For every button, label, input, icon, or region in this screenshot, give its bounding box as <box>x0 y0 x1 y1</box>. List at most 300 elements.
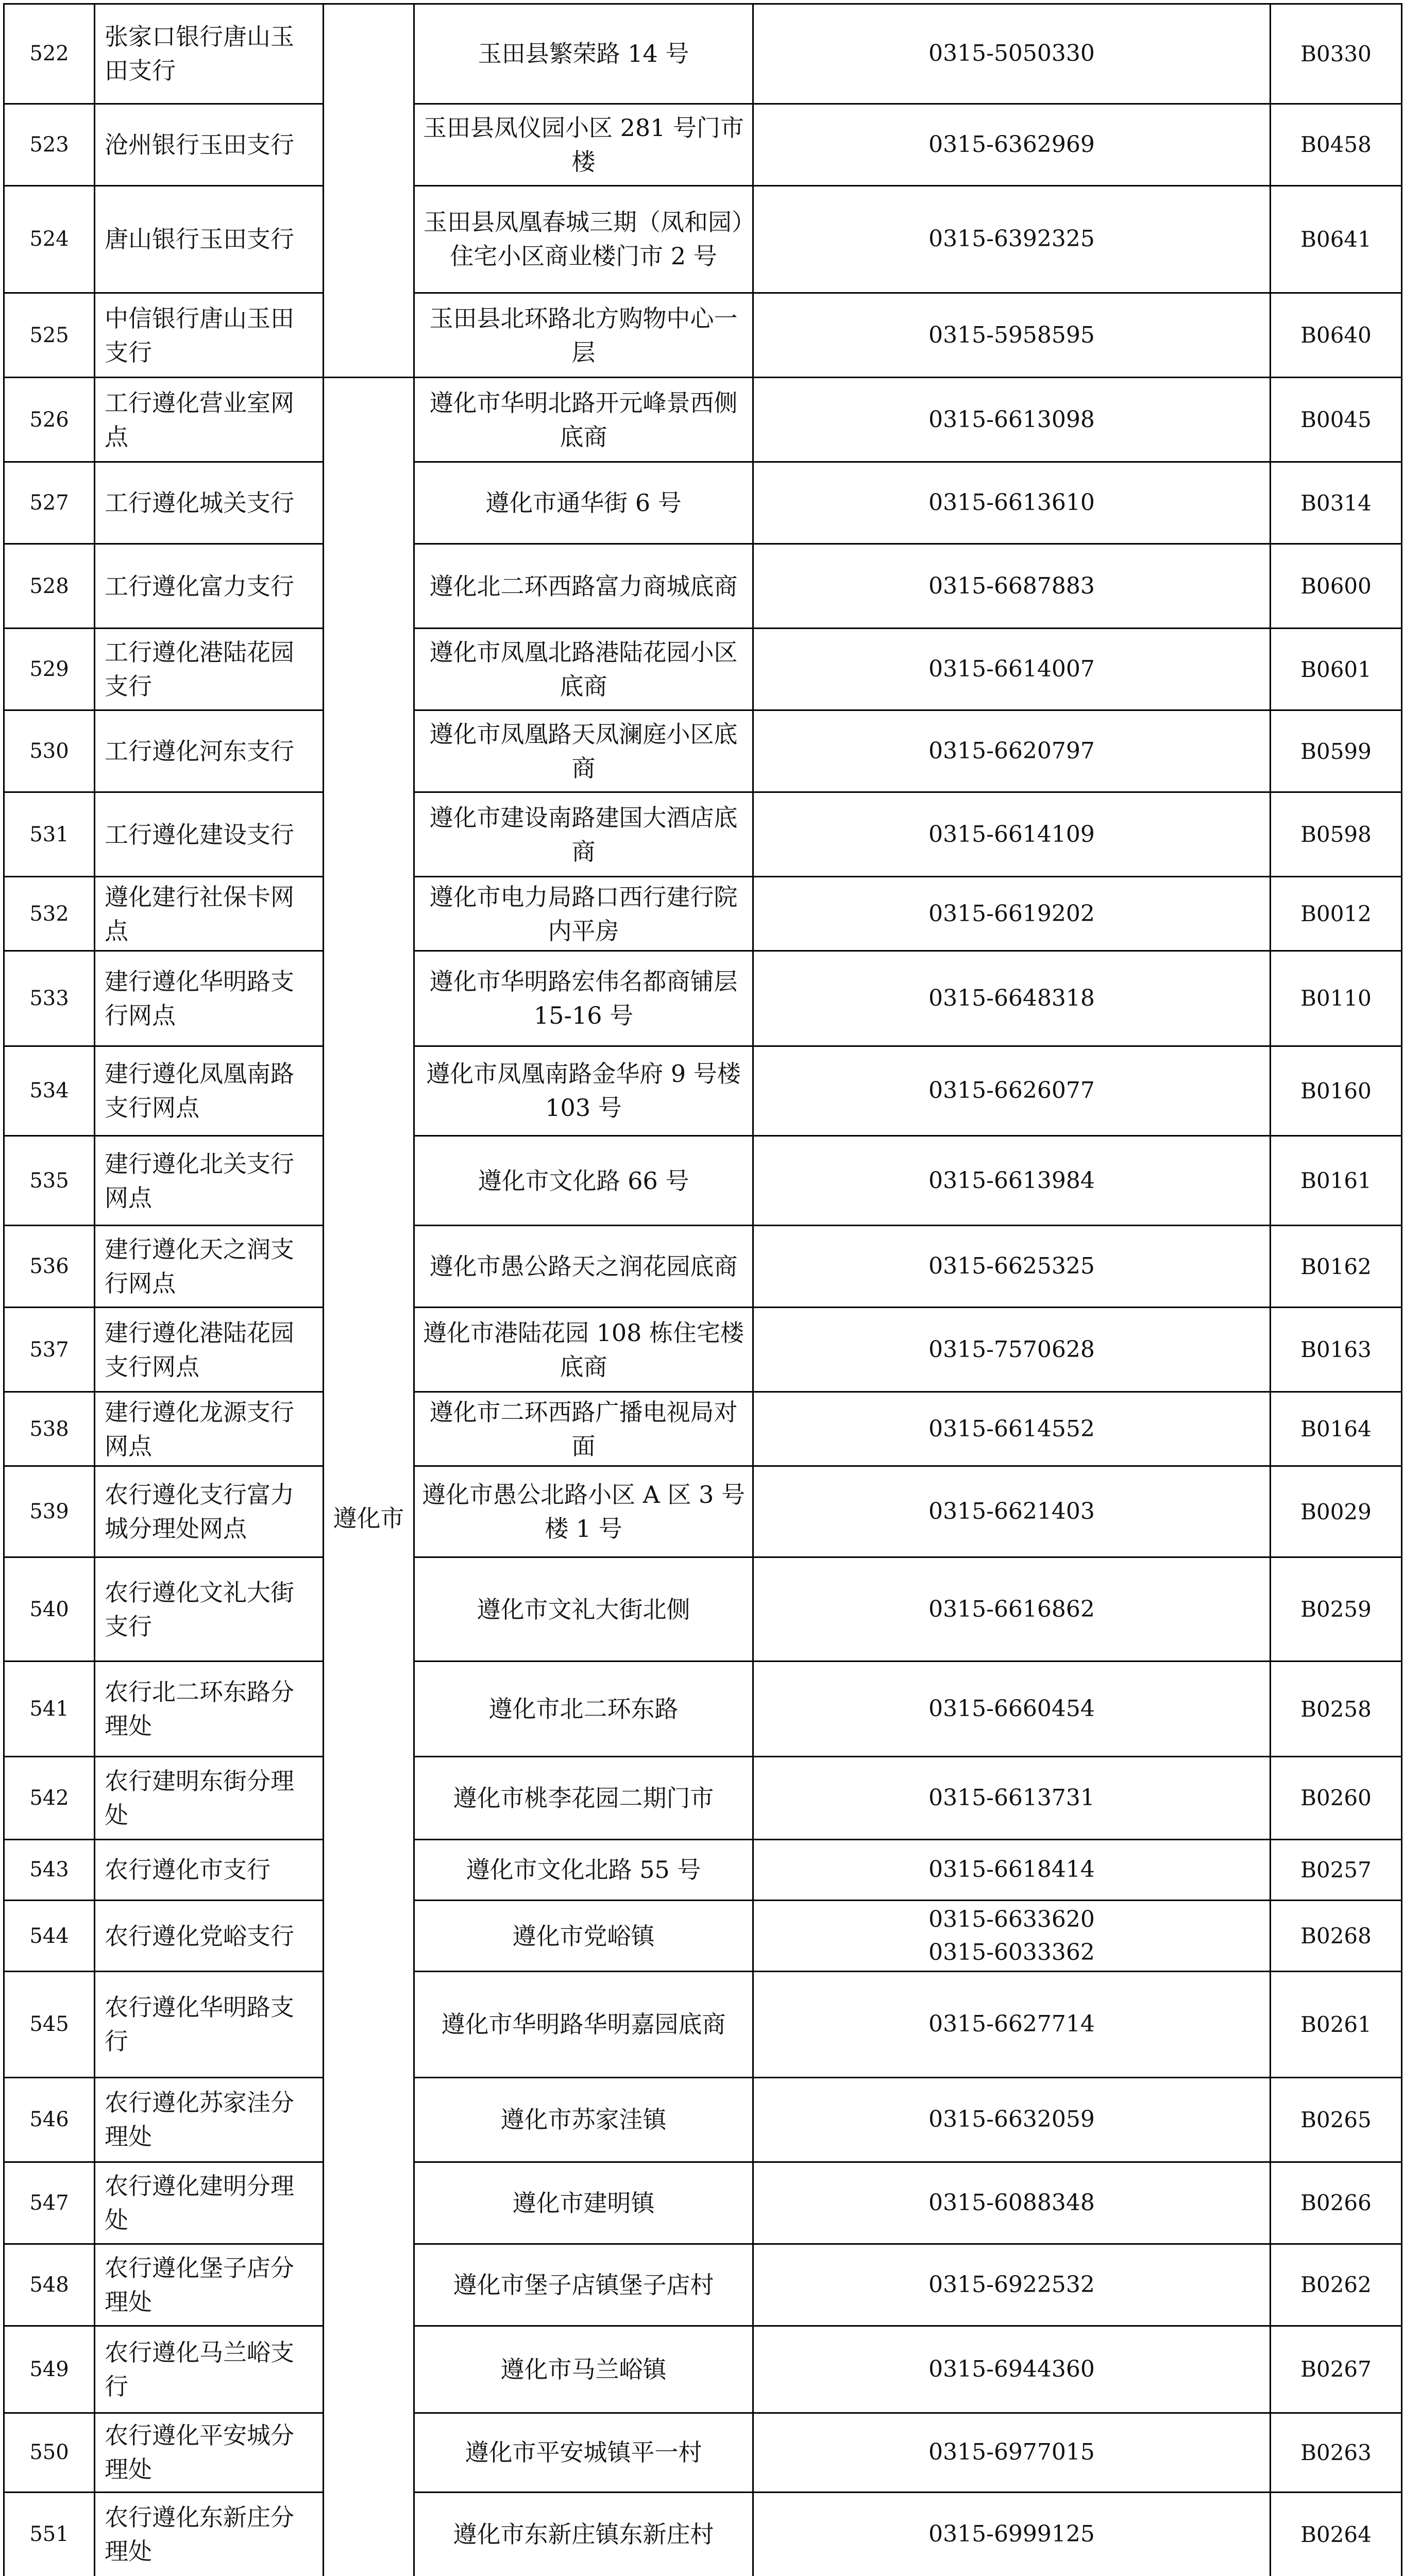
branch-address <box>414 1226 753 1308</box>
row-number-text: 526 <box>29 408 69 432</box>
row-number <box>4 1756 95 1839</box>
phone-number: 0315-6088348 <box>928 2189 1095 2216</box>
branch-name <box>95 378 324 462</box>
branch-name-text: 工行遵化城关支行 <box>105 489 294 517</box>
branch-address-text: 遵化市通华街 6 号 <box>485 489 682 517</box>
row-number <box>4 2244 95 2326</box>
phone-number: 0315-6614109 <box>928 821 1095 848</box>
branch-code <box>1271 185 1402 293</box>
branch-address <box>414 1662 753 1757</box>
row-number <box>4 2162 95 2244</box>
branch-address-text: 遵化市北二环东路 <box>488 1695 679 1723</box>
branch-phone <box>753 951 1271 1046</box>
branch-phone <box>753 1226 1271 1308</box>
table-row <box>4 2244 1402 2326</box>
row-number-text: 529 <box>29 657 69 682</box>
branch-address <box>414 877 753 951</box>
branch-phone <box>753 462 1271 544</box>
phone-number: 0315-6620797 <box>928 738 1095 765</box>
branch-name <box>95 1900 324 1971</box>
table-body <box>4 4 1402 2576</box>
row-number-text: 536 <box>29 1255 69 1279</box>
branch-address <box>414 792 753 877</box>
branch-address-text: 遵化市华明路宏伟名都商铺层 15-16 号 <box>429 967 738 1029</box>
branch-code-text: B0164 <box>1300 1416 1372 1442</box>
branch-address-text: 玉田县凤凰春城三期（凤和园）住宅小区商业楼门市 2 号 <box>424 208 743 270</box>
branch-address <box>414 4 753 104</box>
row-number <box>4 2413 95 2492</box>
table-row <box>4 293 1402 378</box>
phone-number: 0315-6613984 <box>928 1167 1095 1194</box>
branch-phone <box>753 378 1271 462</box>
row-number <box>4 1557 95 1662</box>
branch-code <box>1271 1557 1402 1662</box>
branch-address <box>414 1046 753 1136</box>
branch-code <box>1271 2326 1402 2413</box>
table-row <box>4 877 1402 951</box>
branch-address <box>414 185 753 293</box>
row-number-text: 527 <box>29 491 69 515</box>
branch-phone <box>753 792 1271 877</box>
branch-code-text: B0110 <box>1300 986 1372 1011</box>
branch-code-text: B0458 <box>1300 132 1372 158</box>
phone-number: 0315-6619202 <box>928 900 1095 927</box>
branch-address <box>414 2244 753 2326</box>
branch-address <box>414 1557 753 1662</box>
branch-phone <box>753 1972 1271 2077</box>
branch-address <box>414 544 753 629</box>
branch-code-text: B0029 <box>1300 1499 1372 1524</box>
row-number <box>4 104 95 185</box>
table-row <box>4 462 1402 544</box>
branch-address-text: 遵化市文化北路 55 号 <box>466 1856 701 1884</box>
branch-code <box>1271 462 1402 544</box>
row-number-text: 543 <box>29 1858 69 1882</box>
branch-phone <box>753 2162 1271 2244</box>
branch-phone <box>753 1557 1271 1662</box>
branch-phone <box>753 2492 1271 2576</box>
branch-address <box>414 1392 753 1466</box>
phone-number: 0315-6613610 <box>928 489 1095 516</box>
table-row <box>4 1662 1402 1757</box>
phone-number: 0315-6613731 <box>928 1784 1095 1811</box>
branch-code <box>1271 1466 1402 1557</box>
city-cell <box>324 378 414 2576</box>
branch-address-text: 遵化市文礼大街北侧 <box>477 1595 690 1623</box>
row-number <box>4 4 95 104</box>
branch-code <box>1271 4 1402 104</box>
branch-phone <box>753 2326 1271 2413</box>
branch-address <box>414 629 753 710</box>
row-number-text: 537 <box>29 1337 69 1362</box>
branch-phone <box>753 1466 1271 1557</box>
table-row <box>4 1392 1402 1466</box>
phone-number: 0315-6944360 <box>928 2355 1095 2382</box>
branch-name-text: 农行遵化支行富力城分理处网点 <box>105 1481 294 1543</box>
phone-number: 0315-6614007 <box>928 656 1095 683</box>
row-number <box>4 544 95 629</box>
row-number <box>4 951 95 1046</box>
row-number-text: 530 <box>29 739 69 764</box>
branch-phone <box>753 4 1271 104</box>
bank-branch-table <box>3 3 1402 2576</box>
branch-address-text: 遵化市华明北路开元峰景西侧底商 <box>429 388 738 451</box>
branch-code <box>1271 1392 1402 1466</box>
table-row <box>4 1900 1402 1971</box>
branch-code <box>1271 1972 1402 2077</box>
branch-code <box>1271 293 1402 378</box>
branch-name-text: 建行遵化华明路支行网点 <box>105 967 294 1029</box>
row-number-text: 533 <box>29 986 69 1010</box>
table-row <box>4 2162 1402 2244</box>
branch-code <box>1271 1308 1402 1392</box>
branch-name <box>95 877 324 951</box>
branch-code-text: B0261 <box>1300 2011 1372 2037</box>
branch-address <box>414 951 753 1046</box>
branch-address <box>414 1840 753 1901</box>
phone-number: 0315-6922532 <box>928 2271 1095 2298</box>
branch-name <box>95 104 324 185</box>
branch-code-text: B0264 <box>1300 2521 1372 2547</box>
branch-code-text: B0163 <box>1300 1337 1372 1363</box>
branch-name-text: 农行遵化平安城分理处 <box>105 2421 294 2484</box>
table-row <box>4 2077 1402 2162</box>
branch-address-text: 遵化市马兰峪镇 <box>500 2355 667 2383</box>
branch-address <box>414 1900 753 1971</box>
row-number-text: 522 <box>29 42 69 66</box>
branch-name <box>95 2244 324 2326</box>
branch-name <box>95 293 324 378</box>
phone-number: 0315-6687883 <box>928 572 1095 599</box>
branch-name-text: 农行遵化党峪支行 <box>105 1922 294 1950</box>
branch-code <box>1271 1900 1402 1971</box>
row-number-text: 551 <box>29 2522 69 2547</box>
table-row <box>4 185 1402 293</box>
branch-address-text: 遵化市港陆花园 108 栋住宅楼底商 <box>422 1318 745 1381</box>
branch-name-text: 农行遵化东新庄分理处 <box>105 2503 294 2566</box>
branch-address-text: 遵化北二环西路富力商城底商 <box>429 572 738 600</box>
branch-name <box>95 1557 324 1662</box>
branch-phone <box>753 2244 1271 2326</box>
row-number-text: 524 <box>29 227 69 251</box>
branch-name-text: 农行建明东街分理处 <box>105 1767 294 1829</box>
row-number <box>4 462 95 544</box>
branch-name <box>95 4 324 104</box>
table-row <box>4 951 1402 1046</box>
phone-number: 0315-6626077 <box>928 1077 1095 1104</box>
branch-address <box>414 2326 753 2413</box>
branch-address <box>414 1466 753 1557</box>
branch-phone <box>753 1392 1271 1466</box>
branch-code <box>1271 877 1402 951</box>
row-number <box>4 629 95 710</box>
branch-address <box>414 1308 753 1392</box>
branch-phone <box>753 1046 1271 1136</box>
branch-name-text: 张家口银行唐山玉田支行 <box>105 23 294 85</box>
branch-name-text: 遵化建行社保卡网点 <box>105 883 294 945</box>
branch-name-text: 农行遵化苏家洼分理处 <box>105 2089 294 2151</box>
branch-code-text: B0640 <box>1300 323 1372 348</box>
branch-name <box>95 1466 324 1557</box>
branch-code-text: B0599 <box>1300 738 1372 764</box>
table-row <box>4 544 1402 629</box>
branch-name <box>95 1662 324 1757</box>
row-number <box>4 1840 95 1901</box>
branch-code-text: B0263 <box>1300 2439 1372 2465</box>
phone-number: 0315-6614552 <box>928 1415 1095 1442</box>
branch-code-text: B0161 <box>1300 1168 1372 1194</box>
branch-code <box>1271 1756 1402 1839</box>
table-row <box>4 1972 1402 2077</box>
table-row <box>4 629 1402 710</box>
branch-name <box>95 462 324 544</box>
branch-address-text: 遵化市堡子店镇堡子店村 <box>453 2270 714 2299</box>
row-number-text: 545 <box>29 2012 69 2037</box>
branch-name-text: 农行遵化市支行 <box>105 1856 270 1884</box>
branch-name-text: 建行遵化北关支行网点 <box>105 1149 294 1212</box>
row-number-text: 538 <box>29 1417 69 1441</box>
table-row <box>4 1046 1402 1136</box>
branch-name-text: 建行遵化龙源支行网点 <box>105 1398 294 1460</box>
branch-name <box>95 2413 324 2492</box>
table-row <box>4 2492 1402 2576</box>
branch-code <box>1271 544 1402 629</box>
row-number <box>4 1662 95 1757</box>
branch-address-text: 遵化市电力局路口西行建行院内平房 <box>429 883 738 945</box>
branch-code-text: B0257 <box>1300 1857 1372 1883</box>
branch-phone <box>753 629 1271 710</box>
branch-address-text: 遵化市二环西路广播电视局对面 <box>429 1398 738 1460</box>
table-row <box>4 1466 1402 1557</box>
row-number <box>4 1136 95 1225</box>
phone-number: 0315-6660454 <box>928 1696 1095 1722</box>
phone-number: 0315-7570628 <box>928 1336 1095 1363</box>
branch-code <box>1271 1840 1402 1901</box>
branch-name <box>95 1136 324 1225</box>
branch-code-text: B0641 <box>1300 226 1372 252</box>
row-number-text: 528 <box>29 574 69 598</box>
branch-phone <box>753 185 1271 293</box>
branch-code <box>1271 2244 1402 2326</box>
branch-code-text: B0012 <box>1300 901 1372 927</box>
branch-name <box>95 1840 324 1901</box>
branch-phone <box>753 1900 1271 1971</box>
row-number-text: 541 <box>29 1697 69 1721</box>
row-number-text: 542 <box>29 1786 69 1810</box>
phone-number: 0315-6999125 <box>928 2521 1095 2548</box>
branch-name-text: 工行遵化河东支行 <box>105 737 294 766</box>
branch-name-text: 农行遵化华明路支行 <box>105 1993 294 2056</box>
branch-code-text: B0268 <box>1300 1923 1372 1949</box>
phone-number: 0315-6613098 <box>928 406 1095 433</box>
branch-code <box>1271 1662 1402 1757</box>
table-row <box>4 4 1402 104</box>
phone-number: 0315-6621403 <box>928 1498 1095 1525</box>
branch-code-text: B0600 <box>1300 573 1372 599</box>
branch-address-text: 玉田县北环路北方购物中心一层 <box>429 304 738 366</box>
branch-name-text: 工行遵化富力支行 <box>105 572 294 600</box>
branch-phone <box>753 710 1271 792</box>
row-number-text: 550 <box>29 2441 69 2465</box>
branch-address <box>414 2162 753 2244</box>
row-number-text: 539 <box>29 1500 69 1524</box>
table-row <box>4 1840 1402 1901</box>
branch-phone <box>753 293 1271 378</box>
branch-name <box>95 2492 324 2576</box>
row-number <box>4 1308 95 1392</box>
branch-address-text: 遵化市平安城镇平一村 <box>465 2438 702 2467</box>
row-number <box>4 1466 95 1557</box>
branch-code <box>1271 1046 1402 1136</box>
branch-address-text: 遵化市凤凰北路港陆花园小区底商 <box>429 638 738 701</box>
row-number-text: 540 <box>29 1597 69 1621</box>
branch-phone <box>753 1756 1271 1839</box>
branch-code-text: B0262 <box>1300 2272 1372 2298</box>
phone-number: 0315-6633620 <box>928 1906 1095 1933</box>
row-number <box>4 792 95 877</box>
phone-number: 0315-6618414 <box>928 1856 1095 1883</box>
row-number <box>4 1392 95 1466</box>
branch-name <box>95 629 324 710</box>
branch-phone <box>753 104 1271 185</box>
row-number-text: 532 <box>29 902 69 926</box>
branch-code <box>1271 104 1402 185</box>
branch-code <box>1271 378 1402 462</box>
branch-address-text: 玉田县凤仪园小区 281 号门市楼 <box>422 113 745 176</box>
branch-phone <box>753 2413 1271 2492</box>
branch-code <box>1271 1226 1402 1308</box>
branch-phone <box>753 877 1271 951</box>
branch-address-text: 遵化市党峪镇 <box>512 1922 655 1950</box>
phone-number: 0315-6033362 <box>928 1939 1095 1965</box>
table-row <box>4 2413 1402 2492</box>
row-number-text: 547 <box>29 2191 69 2215</box>
table-row <box>4 378 1402 462</box>
branch-code-text: B0265 <box>1300 2107 1372 2132</box>
branch-name-text: 农行遵化文礼大街支行 <box>105 1578 294 1640</box>
branch-code <box>1271 1136 1402 1225</box>
branch-name-text: 建行遵化天之润支行网点 <box>105 1235 294 1298</box>
phone-number: 0315-6632059 <box>928 2106 1095 2133</box>
branch-address <box>414 2413 753 2492</box>
branch-name <box>95 1972 324 2077</box>
branch-code-text: B0267 <box>1300 2357 1372 2382</box>
branch-name <box>95 185 324 293</box>
branch-phone <box>753 1308 1271 1392</box>
branch-name-text: 沧州银行玉田支行 <box>105 130 294 159</box>
row-number <box>4 378 95 462</box>
branch-address <box>414 378 753 462</box>
phone-number: 0315-6362969 <box>928 131 1095 158</box>
row-number <box>4 1972 95 2077</box>
table-row <box>4 104 1402 185</box>
branch-name-text: 工行遵化营业室网点 <box>105 388 294 451</box>
branch-address <box>414 2492 753 2576</box>
branch-name-text: 农行遵化马兰峪支行 <box>105 2338 294 2400</box>
branch-phone <box>753 2077 1271 2162</box>
branch-phone <box>753 1662 1271 1757</box>
branch-code-text: B0601 <box>1300 656 1372 682</box>
branch-name-text: 农行遵化建明分理处 <box>105 2172 294 2234</box>
table-row <box>4 2326 1402 2413</box>
row-number <box>4 2077 95 2162</box>
branch-code-text: B0258 <box>1300 1696 1372 1722</box>
branch-address-text: 遵化市桃李花园二期门市 <box>453 1784 714 1812</box>
branch-code-text: B0598 <box>1300 822 1372 848</box>
branch-name <box>95 1308 324 1392</box>
branch-name-text: 工行遵化建设支行 <box>105 820 294 849</box>
branch-address-text: 遵化市建设南路建国大酒店底商 <box>429 803 738 866</box>
branch-name <box>95 2162 324 2244</box>
row-number <box>4 710 95 792</box>
branch-code <box>1271 2492 1402 2576</box>
branch-address-text: 遵化市凤凰路天凤澜庭小区底商 <box>429 720 738 783</box>
row-number-text: 531 <box>29 822 69 846</box>
branch-name-text: 农行遵化堡子店分理处 <box>105 2253 294 2316</box>
branch-name <box>95 2326 324 2413</box>
branch-address <box>414 462 753 544</box>
table-row <box>4 792 1402 877</box>
row-number <box>4 185 95 293</box>
branch-address-text: 遵化市华明路华明嘉园底商 <box>441 2010 726 2039</box>
branch-name <box>95 1226 324 1308</box>
row-number <box>4 2492 95 2576</box>
phone-number: 0315-6648318 <box>928 985 1095 1011</box>
branch-code <box>1271 2077 1402 2162</box>
branch-code-text: B0162 <box>1300 1253 1372 1279</box>
row-number-text: 546 <box>29 2108 69 2132</box>
branch-name-text: 建行遵化凤凰南路支行网点 <box>105 1060 294 1122</box>
branch-name <box>95 2077 324 2162</box>
table-row <box>4 1226 1402 1308</box>
branch-code <box>1271 2162 1402 2244</box>
branch-phone <box>753 544 1271 629</box>
table-row <box>4 1308 1402 1392</box>
branch-code <box>1271 629 1402 710</box>
branch-address-text: 遵化市文化路 66 号 <box>478 1166 689 1195</box>
branch-name <box>95 792 324 877</box>
row-number <box>4 1046 95 1136</box>
table-row <box>4 710 1402 792</box>
branch-address-text: 玉田县繁荣路 14 号 <box>478 40 689 68</box>
branch-code <box>1271 951 1402 1046</box>
branch-address-text: 遵化市凤凰南路金华府 9 号楼 103 号 <box>426 1060 741 1122</box>
branch-address <box>414 710 753 792</box>
city-cell-text: 遵化市 <box>333 1504 404 1532</box>
branch-name-text: 建行遵化港陆花园支行网点 <box>105 1318 294 1381</box>
branch-code <box>1271 2413 1402 2492</box>
branch-code-text: B0259 <box>1300 1597 1372 1622</box>
branch-name-text: 中信银行唐山玉田支行 <box>105 304 294 366</box>
phone-number: 0315-6627714 <box>928 2011 1095 2038</box>
branch-name-text: 农行北二环东路分理处 <box>105 1678 294 1740</box>
branch-code-text: B0260 <box>1300 1785 1372 1811</box>
phone-number: 0315-5958595 <box>928 321 1095 348</box>
branch-address <box>414 293 753 378</box>
branch-name <box>95 951 324 1046</box>
branch-code-text: B0160 <box>1300 1078 1372 1104</box>
branch-code <box>1271 710 1402 792</box>
row-number-text: 544 <box>29 1924 69 1948</box>
branch-name-text: 唐山银行玉田支行 <box>105 225 294 253</box>
branch-address-text: 遵化市愚公路天之润花园底商 <box>429 1252 738 1281</box>
branch-address <box>414 1136 753 1225</box>
branch-name <box>95 544 324 629</box>
branch-code-text: B0330 <box>1300 41 1372 66</box>
row-number-text: 535 <box>29 1168 69 1193</box>
row-number <box>4 1226 95 1308</box>
table-row <box>4 1557 1402 1662</box>
